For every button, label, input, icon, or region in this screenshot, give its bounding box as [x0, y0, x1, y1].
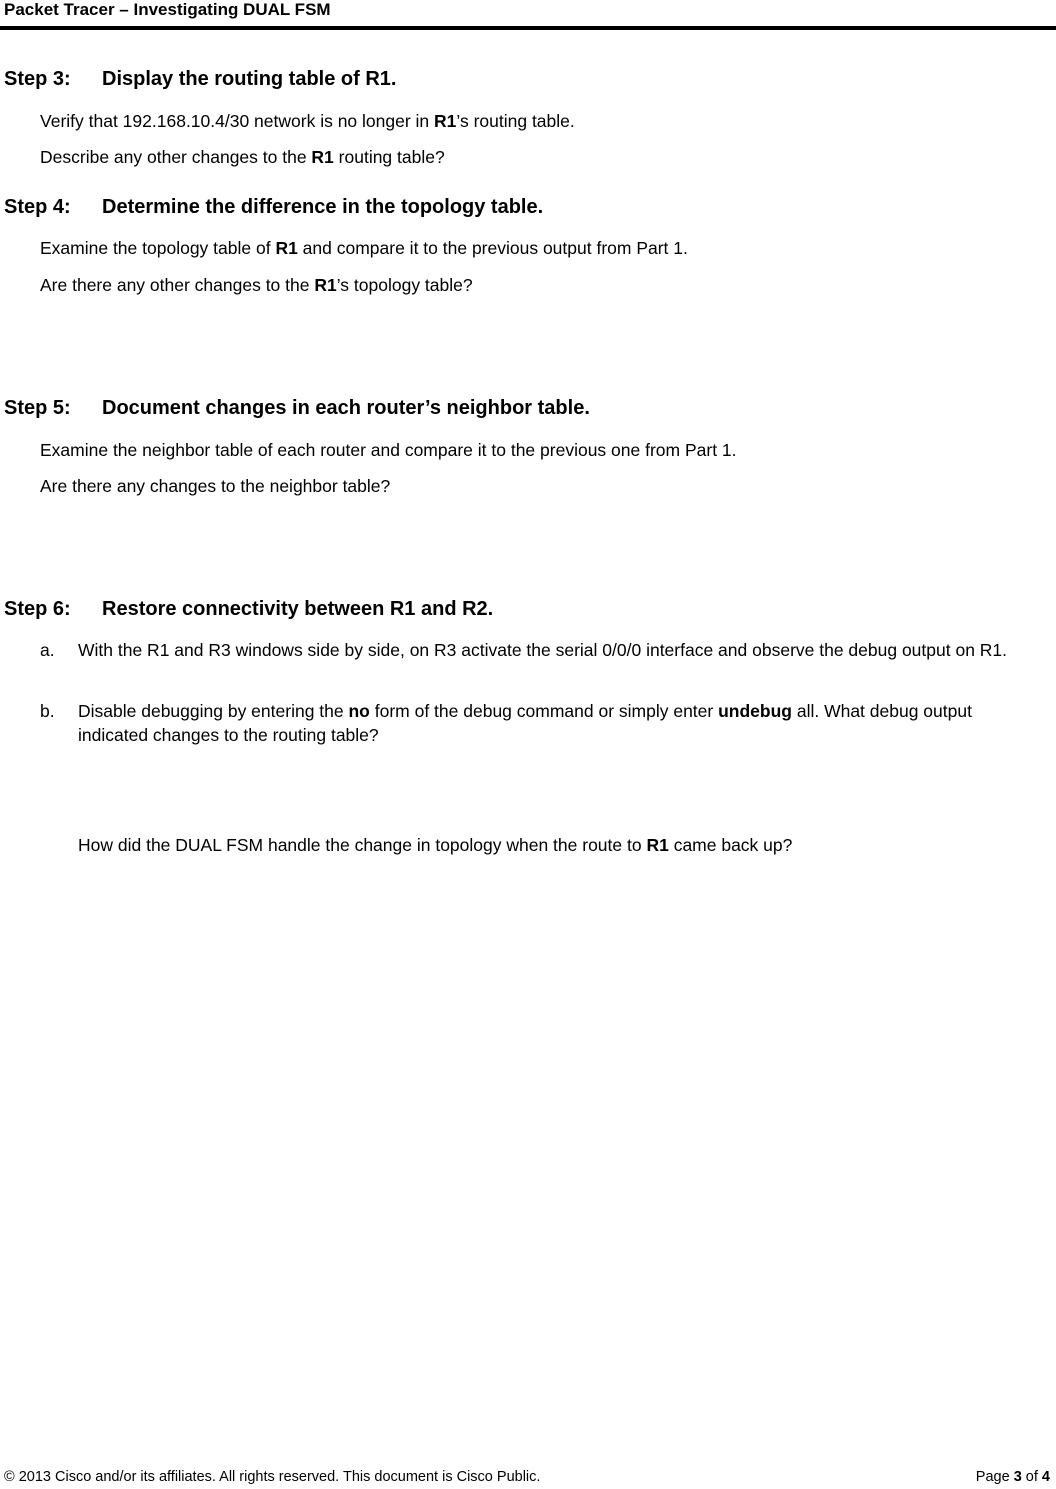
step-5-number: Step 5:	[4, 397, 71, 419]
footer-copyright: © 2013 Cisco and/or its affiliates. All rights reserved. This document is Cisco Public.	[4, 1469, 541, 1485]
step-6-question: How did the DUAL FSM handle the change in topology when the route to R1 came back up?	[78, 835, 793, 855]
step-3-number: Step 3:	[4, 68, 71, 90]
step-4-paragraph-2: Are there any other changes to the R1’s topology table?	[40, 275, 473, 295]
step-6-title: Restore connectivity between R1 and R2.	[102, 598, 494, 620]
step-6-item-b	[40, 699, 1030, 747]
step-5-heading	[4, 396, 590, 420]
footer-page-number: Page 3 of 4	[975, 1469, 1050, 1485]
step-4-paragraph-1: Examine the topology table of R1 and compare it to the previous output from Part 1.	[40, 238, 688, 258]
step-5-title: Document changes in each router’s neighbor table.	[102, 397, 590, 419]
step-5-paragraph-1: Examine the neighbor table of each router and compare it to the previous one from Part 1.	[40, 440, 737, 460]
step-3-title: Display the routing table of R1.	[102, 68, 397, 90]
step-4-number: Step 4:	[4, 196, 71, 218]
step-6-item-a	[40, 638, 1030, 662]
step-6-heading	[4, 597, 493, 621]
item-a-letter: a.	[40, 640, 55, 660]
step-3-heading	[4, 67, 396, 91]
step-6-number: Step 6:	[4, 598, 71, 620]
step-5-paragraph-2: Are there any changes to the neighbor table?	[40, 476, 391, 496]
item-a-text: With the R1 and R3 windows side by side, on R3 activate the serial 0/0/0 interface and observe the debug output on R1.	[78, 640, 1008, 660]
item-b-letter: b.	[40, 701, 55, 721]
header-divider	[0, 26, 1056, 30]
step-4-title: Determine the difference in the topology table.	[102, 196, 544, 218]
item-b-text: Disable debugging by entering the no form of the debug command or simply enter undebug all. What debug output indicated changes to the routing table?	[78, 701, 972, 745]
step-3-paragraph-1: Verify that 192.168.10.4/30 network is no longer in R1’s routing table.	[40, 111, 575, 131]
step-3-paragraph-2: Describe any other changes to the R1 routing table?	[40, 147, 445, 167]
step-4-heading	[4, 195, 543, 219]
page-header-title: Packet Tracer – Investigating DUAL FSM	[4, 0, 331, 19]
